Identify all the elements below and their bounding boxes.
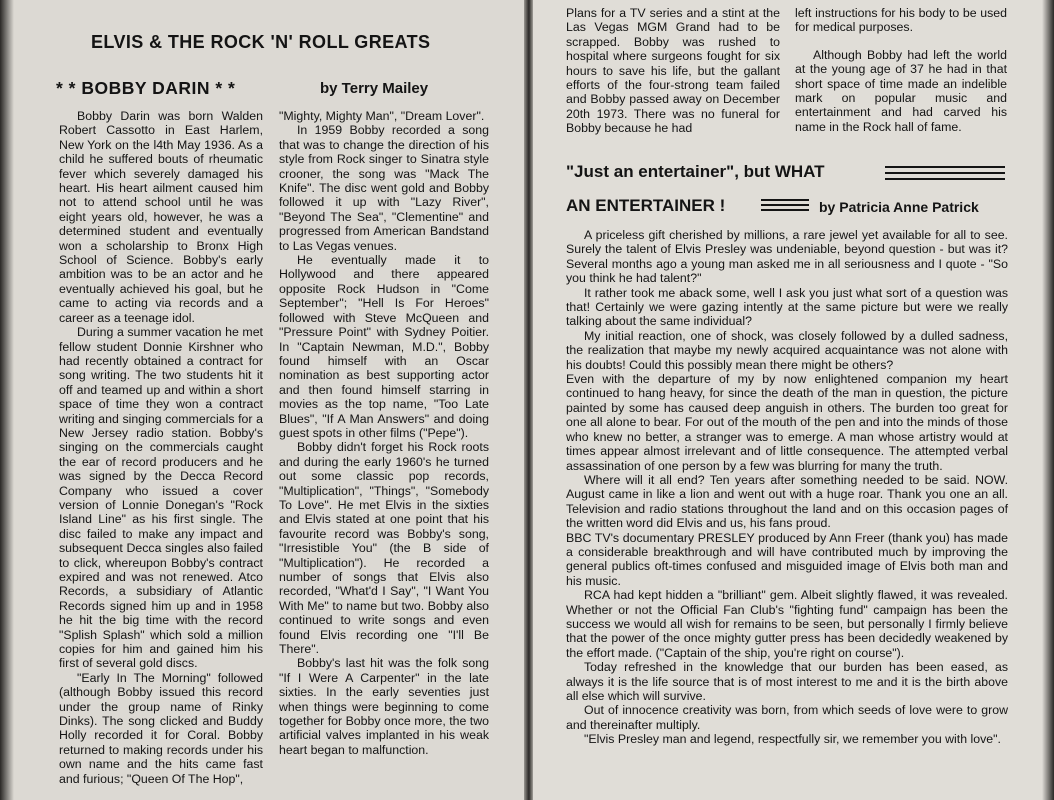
title-rule: [761, 199, 809, 201]
left-page: [0, 0, 524, 800]
article-paragraph: Bobby didn't forget his Rock roots and during the early 1960's he turned out some classic pop records, "Multiplication", "Things", "Somebody To Love". He met Elvis in the sixties and Elvis stated at one point that his favourite record was Bobby's song, "Irresistible You" (the B side of "Multiplication"). He recorded a number of songs that Elvis also recorded, "What'd I Say", "I Want You With Me" to name but two. Bobby also continued to write songs and even found Elvis recording one "I'll Be There".: [279, 440, 489, 657]
title-rule: [761, 204, 809, 206]
continued-column-2: [795, 6, 1007, 134]
title-rule: [885, 178, 1005, 180]
continued-paragraph: Plans for a TV series and a stint at the Las Vegas MGM Grand had to be scrapped. Bobby was rushed to hospital where surgeons fought for six hours to save his life, but the gallant efforts of the four-strong team failed and Bobby passed away on December 20th 1973. There was no funeral for Bobby because he had: [566, 6, 780, 136]
byline: by Patricia Anne Patrick: [819, 199, 979, 215]
continued-paragraph: left instructions for his body to be used for medical purposes.: [795, 6, 1007, 35]
article-title-line-2: AN ENTERTAINER !: [566, 196, 726, 215]
section-title: ELVIS & THE ROCK 'N' ROLL GREATS: [91, 32, 431, 52]
article-paragraph: Bobby Darin was born Walden Robert Cassotto in East Harlem, New York on the l4th May 1936. As a child he suffered bouts of rheumatic fever which severely damaged his heart. His heart ailment caused him not to attend school until he was eight years old, however, he was a determined student and eventually won a scholarship to Bronx High School of Science. Bobby's early ambition was to be an actor and he eventually achieved his goal, but he came to acting via records and a career as a teenage idol.: [59, 109, 263, 325]
article-paragraph: In 1959 Bobby recorded a song that was to change the direction of his style from Rock singer to Sinatra style crooner, the song was "Mack The Knife". The disc went gold and Bobby followed it up with "Lazy River", "Beyond The Sea", "Clementine" and progressed from American Bandstand to Las Vegas venues.: [279, 123, 489, 253]
article-body: [566, 228, 1008, 747]
article-paragraph: It rather took me aback some, well I ask you just what sort of a question was that! Certainly we were gazing intently at the same picture but were we really talking about the same individual?: [566, 285, 1008, 329]
article-paragraph: He eventually made it to Hollywood and there appeared opposite Rock Hudson in "Come September"; "Hell Is For Heroes" followed with Steve McQueen and "Pressure Point" with Sydney Poitier. In "Captain Newman, M.D.", Bobby found himself with an Oscar nomination as best supporting actor and then found himself starring in movies as the top name, "Too Late Blues", "If A Man Answers" and doing guest spots in other films ("Pepe").: [279, 253, 489, 440]
article-paragraph: During a summer vacation he met fellow student Donnie Kirshner who had recently obtained a contract for song writing. The two students hit it off and teamed up and within a short space of time they won a contract writing and singing commercials for a New Jersey radio station. Bobby's singing on the commercials caught the ear of record producers and he was signed by the Decca Record Company who issued a cover version of Lonnie Donegan's "Rock Island Line" as his first single. The disc failed to make any impact and subsequent Decca singles also failed to click, whereupon Bobby's contract expired and was not renewed. Atco Records, a subsidiary of Atlantic Records signed him up and in 1958 he hit the big time with the record "Splish Splash" which sold a million copies for him and gained him his first of several gold discs.: [59, 325, 263, 671]
page-edge-shadow: [1042, 0, 1054, 800]
article-paragraph: Out of innocence creativity was born, from which seeds of love were to grow and thereinafter multiply.: [566, 703, 1008, 732]
article-paragraph: RCA had kept hidden a "brilliant" gem. Albeit slightly flawed, it was revealed. Whether or not the Official Fan Club's "fighting fund" campaign has been the success we would all wish for remains to be seen, but personally I firmly believe that the power of the once mighty gutter press has been decidedly weakened by the effort made. ("Captain of the ship, you're right on course").: [566, 588, 1008, 660]
title-rule: [885, 166, 1005, 168]
article-paragraph: "Early In The Morning" followed (although Bobby issued this record under the group name of Rinky Dinks). The song clicked and Buddy Holly recorded it for Coral. Bobby returned to making records under his own name and the hits came fast and furious; "Queen Of The Hop",: [59, 670, 263, 786]
article-title: * * BOBBY DARIN * *: [56, 78, 236, 98]
page-edge-shadow: [0, 0, 14, 800]
article-paragraph: A priceless gift cherished by millions, a rare jewel yet available for all to see. Surely the talent of Elvis Presley was undeniable, beyond question - but was it? Several months ago a young man asked me in all seriousness and I quote - "So you think he had talent?": [566, 228, 1008, 286]
article-paragraph: BBC TV's documentary PRESLEY produced by Ann Freer (thank you) has made a considerable breakthrough and will have contributed much by improving the general publics oft-times confused and misguided image of Elvis both man and his music.: [566, 530, 1008, 588]
continued-paragraph: Although Bobby had left the world at the young age of 37 he had in that short space of time made an indelible mark on popular music and entertainment and had carved his name in the Rock hall of fame.: [795, 47, 1007, 134]
continued-column-1: [566, 6, 780, 136]
article-paragraph: "Elvis Presley man and legend, respectfully sir, we remember you with love".: [584, 732, 1001, 747]
article-title-line-1: "Just an entertainer", but WHAT: [566, 162, 825, 181]
title-rule: [885, 172, 1005, 174]
article-column-2: [279, 109, 489, 757]
article-column-1: [59, 109, 263, 786]
byline: by Terry Mailey: [320, 80, 429, 97]
article-paragraph: "Mighty, Mighty Man", "Dream Lover".: [279, 109, 485, 123]
article-paragraph: Where will it all end? Ten years after something needed to be said. NOW. August came in like a lion and went out with a huge roar. Thank you one an all. Television and radio stations throughout the land and on this occasion pages of the written word did Elvis and us, his fans proud.: [566, 472, 1008, 531]
article-paragraph: Today refreshed in the knowledge that our burden has been eased, as always it is the life source that is of most interest to me and it is the birth above all else which will survive.: [566, 660, 1008, 703]
title-rule: [761, 209, 809, 211]
book-gutter: [524, 0, 533, 800]
right-page: [533, 0, 1054, 800]
article-paragraph: Even with the departure of my by now enlightened companion my heart continued to hang heavy, for since the death of the man in question, the picture painted by some has caused deep anguish in others. The burden too great for one all alone to bear. For out of the mouth of the pen and into the minds of those who knew no better, a stranger was to emerge. A man whose artistry would at times appear almost irrelevant and of little consequence. The attempted verbal assassination of one person by a few was blurring for many the truth.: [566, 372, 1008, 473]
article-paragraph: Bobby's last hit was the folk song "If I Were A Carpenter" in the late sixties. In the early seventies just when things were beginning to come together for Bobby once more, the two artificial valves implanted in his weak heart began to malfunction.: [279, 656, 489, 757]
article-paragraph: My initial reaction, one of shock, was closely followed by a dulled sadness, the realization that maybe my newly acquired acquaintance was not alone with his doubts! Could this possibly mean there might be others?: [566, 328, 1008, 372]
